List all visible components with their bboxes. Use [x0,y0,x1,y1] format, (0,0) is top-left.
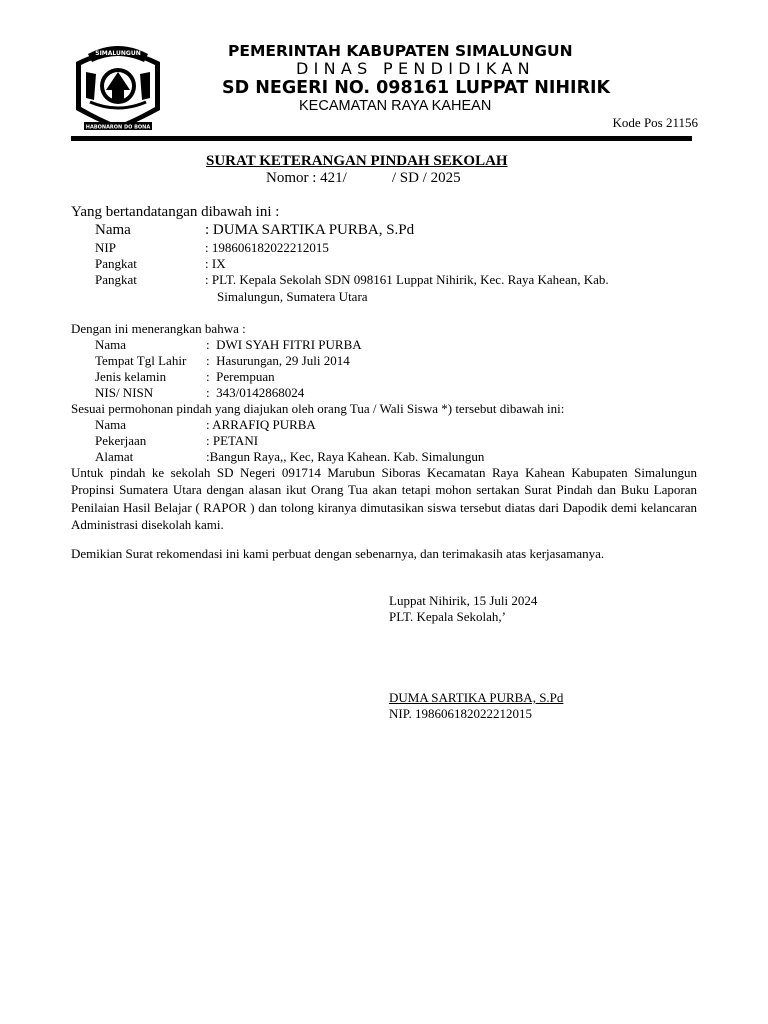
logo-text-top: SIMALUNGUN [95,50,141,57]
student-gender-label: Jenis kelamin [95,369,167,384]
student-birth-value: : Hasurungan, 29 Juli 2014 [206,353,350,368]
simalungun-emblem-logo [66,40,170,136]
parent-name-value: : ARRAFIQ PURBA [206,417,316,432]
signer-intro: Yang bertandatangan dibawah ini : [71,204,280,220]
logo-text-bottom: HABONARON DO BONA [85,124,151,131]
header-divider [71,136,692,141]
signer-name-value: : DUMA SARTIKA PURBA, S.Pd [205,222,415,238]
student-nisn-value: : 343/0142868024 [206,385,305,400]
signature-name: DUMA SARTIKA PURBA, S.Pd [389,690,564,705]
parent-name-label: Nama [95,417,127,432]
signer-nip-label: NIP [95,240,116,255]
parent-intro: Sesuai permohonan pindah yang diajukan oleh orang Tua / Wali Siswa *) tersebut dibawah ini: [71,401,565,416]
signature-position: PLT. Kepala Sekolah,’ [389,609,506,624]
letter-number-value: 421/ / SD / 2025 [320,170,461,186]
student-gender-value: : Perempuan [206,369,275,384]
signer-position-value-cont: Simalungun, Sumatera Utara [217,289,368,304]
header-department: DINAS PENDIDIKAN [296,59,535,78]
student-name-value: : DWI SYAH FITRI PURBA [206,337,362,352]
student-birth-label: Tempat Tgl Lahir [95,353,187,368]
signer-rank-value: : IX [205,256,226,271]
parent-address-label: Alamat [95,449,134,464]
signer-position-label: Pangkat [95,272,137,287]
header-district: KECAMATAN RAYA KAHEAN [299,98,492,114]
parent-address-value: :Bangun Raya,, Kec, Raya Kahean. Kab. Simalungun [206,449,485,464]
letter-number [266,170,461,187]
student-name-label: Nama [95,337,127,352]
student-nisn-label: NIS/ NISN [95,385,154,400]
signer-name-label: Nama [95,222,131,238]
header-school-name: SD NEGERI NO. 098161 LUPPAT NIHIRIK [222,78,611,98]
closing-statement: Demikian Surat rekomendasi ini kami perbuat dengan sebenarnya, dan terimakasih atas kerjasamanya. [71,546,605,561]
parent-job-label: Pekerjaan [95,433,147,448]
transfer-paragraph: Untuk pindah ke sekolah SD Negeri 091714 Marubun Siboras Kecamatan Raya Kahean Kabupaten Simalungun Propinsi Sumatera Utara dengan alasan ikut Orang Tua akan tetapi mohon sertakan Surat Pindah dan Buku Laporan Penilaian Hasil Belajar ( RAPOR ) dan tolong kiranya dimutasikan siswa tersebut diatas dari Dapodik demi kelancaran Administrasi disekolah kami. [71,465,697,533]
signature-place-date: Luppat Nihirik, 15 Juli 2024 [389,593,538,608]
signer-nip-value: : 198606182022212015 [205,240,329,255]
parent-job-value: : PETANI [206,433,259,448]
signer-position-value: : PLT. Kepala Sekolah SDN 098161 Luppat Nihirik, Kec. Raya Kahean, Kab. [205,272,609,287]
header-government: PEMERINTAH KABUPATEN SIMALUNGUN [228,42,573,60]
signer-rank-label: Pangkat [95,256,137,271]
signature-nip: NIP. 198606182022212015 [389,706,533,721]
student-intro: Dengan ini menerangkan bahwa : [71,321,246,336]
postal-code: Kode Pos 21156 [612,115,698,130]
letter-number-label: Nomor : [266,170,317,186]
letter-title: SURAT KETERANGAN PINDAH SEKOLAH [206,153,508,169]
